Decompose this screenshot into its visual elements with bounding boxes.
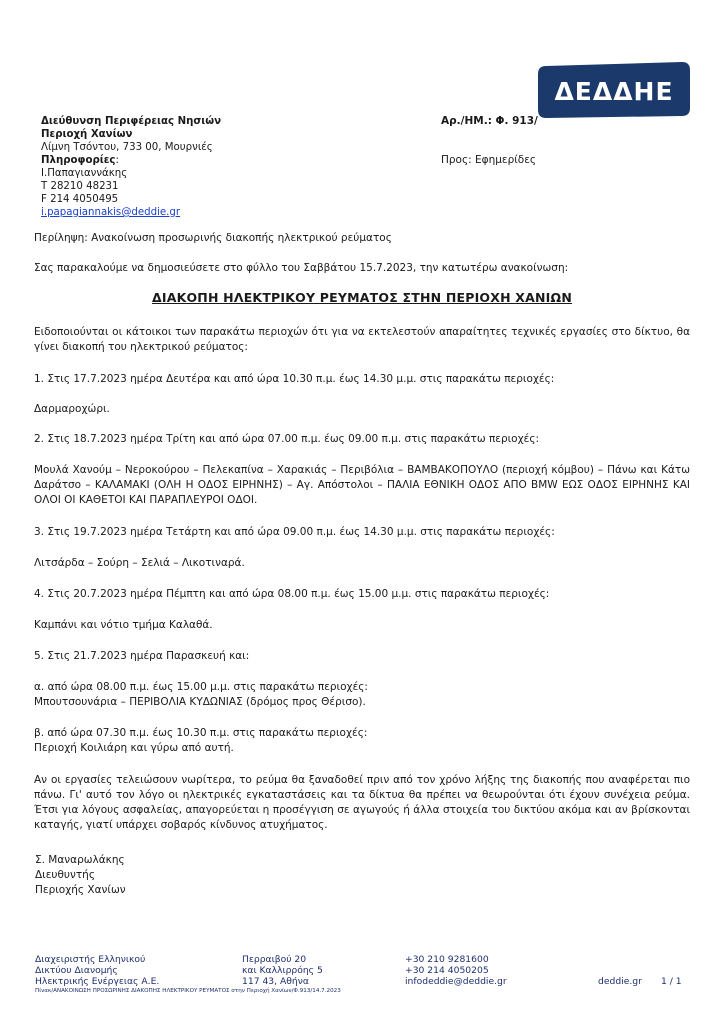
- item-5a-when: α. από ώρα 08.00 π.μ. έως 15.00 μ.μ. στις παρακάτω περιοχές:: [34, 681, 368, 693]
- signatory-name: Σ. Μαναρωλάκης: [35, 854, 125, 866]
- item-2-when: 2. Στις 18.7.2023 ημέρα Τρίτη και από ώρα 07.00 π.μ. έως 09.00 π.μ. στις παρακάτω περιοχές:: [34, 433, 540, 445]
- org-line1: Διεύθυνση Περιφέρειας Νησιών: [41, 116, 222, 127]
- closing-paragraph: Αν οι εργασίες τελειώσουν νωρίτερα, το ρεύμα θα ξαναδοθεί πριν από τον χρόνο λήξης της διακοπής που αναφέρεται πιο πάνω. Γι' αυτό τον λόγο οι ηλεκτρικές εγκαταστάσεις και τα δίκτυα θα πρέπει να θεωρούνται ότι έχουν συνέχεια ρεύμα. Έτσι για λόγους ασφαλείας, απαγορεύεται η προσέγγιση σε αγωγούς ή άλλα στοιχεία του δικτύου ακόμα και αν βρίσκονται καταγής, γιατί υπάρχει σοβαρός κίνδυνος ατυχήματος.: [34, 774, 690, 831]
- signatory-area: Περιοχής Χανίων: [35, 884, 126, 896]
- footer-email[interactable]: infodeddie@deddie.gr: [405, 976, 507, 987]
- item-4-when: 4. Στις 20.7.2023 ημέρα Πέμπτη και από ώρα 08.00 π.μ. έως 15.00 μ.μ. στις παρακάτω περιοχές:: [34, 588, 550, 600]
- item-5a-areas: Μπουτσουνάρια – ΠΕΡΙΒΟΛΙΑ ΚΥΔΩΝΙΑΣ (δρόμος προς Θέρισο).: [34, 696, 366, 708]
- footer-address-line: Περραιβού 20: [242, 954, 307, 965]
- deddie-logo: [532, 62, 694, 118]
- footer-phone: +30 210 9281600: [405, 954, 489, 965]
- footer-company-line: Δικτύου Διανομής: [35, 965, 118, 976]
- footer-site[interactable]: deddie.gr: [598, 976, 642, 987]
- reference-block: [441, 115, 671, 167]
- item-2-areas: Μουλά Χανούμ – Νεροκούρου – Πελεκαπίνα – Χαρακιάς – Περιβόλια – ΒΑΜΒΑΚΟΠΟΥΛΟ (περιοχή κόμβου) – Πάνω και Κάτω Δαράτσο – ΚΑΛΑΜΑΚΙ (ΟΛΗ Η ΟΔΟΣ ΕΙΡΗΝΗΣ) – Αγ. Απόστολοι – ΠΑΛΙΑ ΕΘΝΙΚΗ ΟΔΟΣ ΑΠΟ BMW ΕΩΣ ΟΔΟΣ ΕΙΡΗΝΗΣ ΚΑΙ ΟΛΟΙ ΟΙ ΚΑΘΕΤΟΙ ΚΑΙ ΠΑΡΑΠΛΕΥΡΟΙ ΟΔΟΙ.: [34, 464, 690, 506]
- sender-block: [41, 115, 341, 219]
- org-line2: Περιοχή Χανίων: [41, 129, 133, 140]
- footer-company: [35, 954, 225, 987]
- info-label: Πληροφορίες: [41, 155, 116, 166]
- item-5-when: 5. Στις 21.7.2023 ημέρα Παρασκευή και:: [34, 650, 250, 662]
- item-4-areas: Καμπάνι και νότιο τμήμα Καλαθά.: [34, 619, 213, 631]
- footer-address-line: 117 43, Αθήνα: [242, 976, 309, 987]
- publication-request: Σας παρακαλούμε να δημοσιεύσετε στο φύλλο του Σαββάτου 15.7.2023, την κατωτέρω ανακοίνωση:: [34, 262, 569, 274]
- signature-block: [35, 853, 335, 898]
- signatory-role: Διευθυντής: [35, 869, 95, 881]
- item-5b-when: β. από ώρα 07.30 π.μ. έως 10.30 π.μ. στις παρακάτω περιοχές:: [34, 727, 368, 739]
- item-5b-areas: Περιοχή Κοιλιάρη και γύρω από αυτή.: [34, 742, 234, 754]
- summary: Περίληψη: Ανακοίνωση προσωρινής διακοπής ηλεκτρικού ρεύματος: [34, 232, 392, 244]
- page-number: 1 / 1: [661, 976, 682, 987]
- recipient: Προς: Εφημερίδες: [441, 154, 537, 166]
- address: Λίμνη Τσόντου, 733 00, Μουρνιές: [41, 142, 213, 153]
- phone: Τ 28210 48231: [41, 181, 119, 192]
- item-3-areas: Λιτσάρδα – Σούρη – Σελιά – Λικοτιναρά.: [34, 557, 245, 569]
- item-3-when: 3. Στις 19.7.2023 ημέρα Τετάρτη και από ώρα 09.00 π.μ. έως 14.30 μ.μ. στις παρακάτω περιοχές:: [34, 526, 555, 538]
- item-1-when: 1. Στις 17.7.2023 ημέρα Δευτέρα και από ώρα 10.30 π.μ. έως 14.30 μ.μ. στις παρακάτω περιοχές:: [34, 373, 555, 385]
- email-link[interactable]: i.papagiannakis@deddie.gr: [41, 207, 181, 218]
- reference-number: Αρ./ΗΜ.: Φ. 913/: [441, 115, 538, 127]
- footer-company-line: Ηλεκτρικής Ενέργειας Α.Ε.: [35, 976, 160, 987]
- footer-phone: +30 214 4050205: [405, 965, 489, 976]
- info-colon: :: [115, 155, 119, 166]
- footer-contacts: [405, 954, 555, 987]
- intro-paragraph: Ειδοποιούνται οι κάτοικοι των παρακάτω περιοχών ότι για να εκτελεστούν απαραίτητες τεχνικές εργασίες στο δίκτυο, θα γίνει διακοπή του ηλεκτρικού ρεύματος:: [34, 326, 690, 353]
- announcement-title: ΔΙΑΚΟΠΗ ΗΛΕΚΤΡΙΚΟΥ ΡΕΥΜΑΤΟΣ ΣΤΗΝ ΠΕΡΙΟΧΗ ΧΑΝΙΩΝ: [151, 290, 573, 305]
- logo-text: ΔΕΔΔΗΕ: [554, 77, 674, 106]
- document-path: Πίνακ/ΑΝΑΚΟΙΝΩΣΗ ΠΡΟΣΩΡΙΝΗΣ ΔΙΑΚΟΠΗΣ ΗΛΕΚΤΡΙΚΟΥ ΡΕΥΜΑΤΟΣ στην Περιοχή Χανίων/Φ.913/14.7.2023: [35, 988, 341, 994]
- item-1-areas: Δαρμαροχώρι.: [34, 403, 110, 415]
- fax: F 214 4050495: [41, 194, 119, 205]
- contact-name: Ι.Παπαγιαννάκης: [41, 168, 128, 179]
- footer-address: [242, 954, 392, 987]
- footer-company-line: Διαχειριστής Ελληνικού: [35, 954, 146, 965]
- footer-address-line: και Καλλιρρόης 5: [242, 965, 323, 976]
